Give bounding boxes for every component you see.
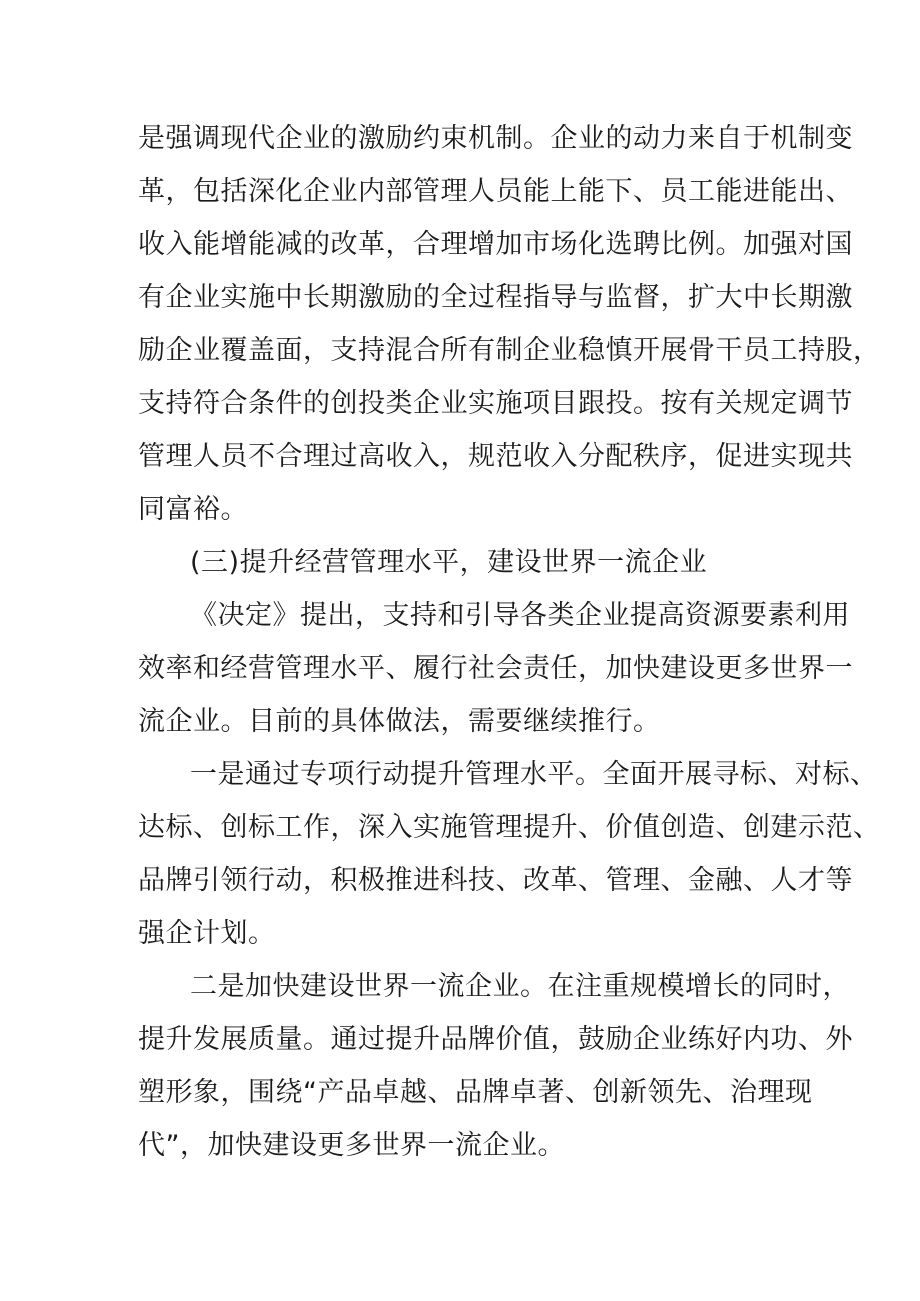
paragraph-1-line-3: 收入能增能减的改革，合理增加市场化选聘比例。加强对国: [138, 229, 853, 260]
paragraph-1-line-6: 支持符合条件的创投类企业实施项目跟投。按有关规定调节: [138, 388, 853, 419]
paragraph-2-line-3: 流企业。目前的具体做法，需要继续推行。: [138, 706, 661, 737]
paragraph-1-line-5: 励企业覆盖面，支持混合所有制企业稳慎开展骨干员工持股，: [138, 335, 881, 366]
paragraph-2-line-2: 效率和经营管理水平、履行社会责任，加快建设更多世界一: [138, 653, 853, 684]
paragraph-1-line-7: 管理人员不合理过高收入，规范收入分配秩序，促进实现共: [138, 441, 853, 472]
paragraph-4-line-1: 二是加快建设世界一流企业。在注重规模增长的同时，: [190, 971, 850, 1002]
paragraph-4-line-2: 提升发展质量。通过提升品牌价值，鼓励企业练好内功、外: [138, 1024, 853, 1055]
paragraph-1-line-2: 革，包括深化企业内部管理人员能上能下、员工能进能出、: [138, 176, 853, 207]
paragraph-2-line-1: 《决定》提出，支持和引导各类企业提高资源要素利用: [190, 600, 850, 631]
paragraph-1-line-8: 同富裕。: [138, 494, 248, 525]
paragraph-4-line-3: 塑形象，围绕“产品卓越、品牌卓著、创新领先、治理现: [138, 1077, 813, 1108]
section-heading: (三)提升经营管理水平，建设世界一流企业: [190, 547, 708, 578]
paragraph-3-line-3: 品牌引领行动，积极推进科技、改革、管理、金融、人才等: [138, 865, 853, 896]
paragraph-1-line-4: 有企业实施中长期激励的全过程指导与监督，扩大中长期激: [138, 282, 853, 313]
paragraph-3-line-4: 强企计划。: [138, 918, 276, 949]
paragraph-1-line-1: 是强调现代企业的激励约束机制。企业的动力来自于机制变: [138, 123, 853, 154]
paragraph-3-line-1: 一是通过专项行动提升管理水平。全面开展寻标、对标、: [190, 759, 878, 790]
paragraph-3-line-2: 达标、创标工作，深入实施管理提升、价值创造、创建示范、: [138, 812, 881, 843]
paragraph-4-line-4: 代”，加快建设更多世界一流企业。: [138, 1130, 565, 1161]
